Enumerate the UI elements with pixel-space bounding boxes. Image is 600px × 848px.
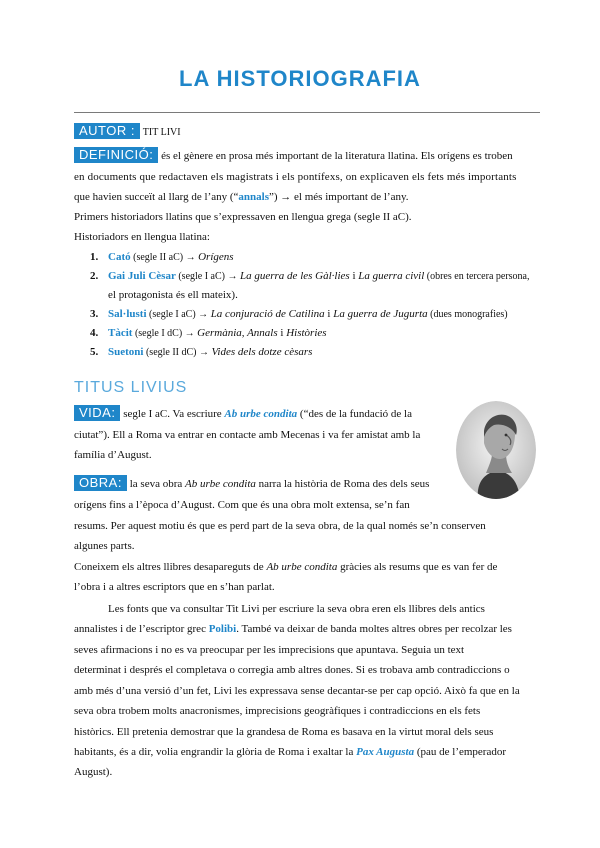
historian-work: La guerra de Jugurta [333,308,428,320]
list-item [90,267,548,286]
list-number: 4. [90,327,99,339]
list-number: 5. [90,346,99,358]
definicio-text-3b: ”) → el més important de l’any. [269,191,409,203]
obra-line4: algunes parts. [74,540,135,552]
definicio-text-3a: que havien succeït al llarg de l’any (“ [74,191,239,203]
polibi-term: Polibi [208,623,237,635]
historian-date: (segle I dC) → [132,328,198,339]
historian-conj: i [349,270,359,282]
historian-name: Tàcit [108,327,133,339]
list-number: 3. [90,308,99,320]
list-item-continuation: el protagonista és ell mateix). [108,289,238,301]
fonts-line8 [74,742,544,762]
vida-work: Ab urbe condita [224,408,298,420]
historian-name: Suetoni [108,346,144,358]
list-item [90,248,234,267]
list-item [90,305,548,324]
historian-name: Sal·lusti [108,308,147,320]
obra-line6: l’obra i a altres escriptors que en s’han parlat. [74,581,275,593]
obra-text-a: la seva obra [126,478,185,490]
historian-conj: i [277,327,287,339]
obra-line2: orígens fins a l’època d’August. Com que és una obra molt extensa, se’n fan [74,499,410,511]
autor-value: TIT LIVI [142,127,181,138]
fonts-line9: August). [74,766,113,778]
annals-term: annals [238,191,269,203]
titus-livius-portrait [456,401,536,499]
fonts-line7: històrics. Ell pretenia demostrar que la grandesa de Roma es basava en la virtut moral dels seus [74,726,494,738]
obra-tag: OBRA: [74,475,127,491]
historian-work: La guerra civil [358,270,425,282]
autor-line [74,122,181,143]
vida-text-b: (“des de la fundació de la [297,408,412,420]
pax-augusta-term: Pax Augusta [356,746,415,758]
obra-line1 [74,474,454,494]
title-divider [74,112,540,113]
obra-work: Ab urbe condita [185,478,256,490]
list-number: 2. [90,270,99,282]
historian-date: (segle I aC) → [146,309,211,320]
definicio-line5: Historiadors en llengua llatina: [74,231,210,243]
obra-text-5b: gràcies als resums que es van fer de [337,561,498,573]
historian-work: Històries [286,327,327,339]
list-item [90,343,313,362]
autor-tag: AUTOR : [74,123,140,139]
historian-date: (segle II dC) → [143,347,212,358]
vida-line3: família d’August. [74,449,152,461]
obra-line5 [74,557,544,577]
historian-extra: (obres en tercera persona, [424,271,530,282]
definicio-line4: Primers historiadors llatins que s’expressaven en llengua grega (segle II aC). [74,211,412,223]
historian-date: (segle II aC) → [130,252,199,263]
historian-work: Orígens [198,251,234,263]
historian-name: Gai Juli Cèsar [108,270,176,282]
vida-text-a: segle I aC. Va escriure [120,408,225,420]
fonts-line2 [74,619,544,639]
list-item [90,324,327,343]
definicio-line2: en documents que redactaven els magistrats i els pontífexs, on explicaven els fets més importants [74,171,517,183]
historian-conj: i [324,308,334,320]
obra-text-5a: Coneixem els altres llibres desapareguts de [74,561,267,573]
fonts-text-8a: habitants, és a dir, volia engrandir la glòria de Roma i exaltar la [74,746,357,758]
vida-line1 [74,404,450,424]
definicio-line3 [74,187,409,207]
obra-line3: resums. Per aquest motiu és que es perd part de la seva obra, de la qual només se’n conserven [74,520,486,532]
vida-tag: VIDA: [74,405,120,421]
definicio-text-1: és el gènere en prosa més important de la literatura llatina. Els orígens es troben [161,150,513,162]
fonts-line6: seva obra trobem molts anacronismes, imprecisions geogràfiques i contradiccions en els fets [74,705,481,717]
historian-work: La conjuració de Catilina [210,308,325,320]
obra-work-2: Ab urbe condita [266,561,338,573]
fonts-text-2a: annalistes i de l’escriptor grec [74,623,209,635]
fonts-text-8b: (pau de l’emperador [414,746,507,758]
fonts-line1: Les fonts que va consultar Tit Livi per escriure la seva obra eren els llibres dels antics [108,603,485,615]
definicio-line1 [74,146,544,166]
section-heading: TITUS LIVIUS [74,379,188,396]
fonts-line3: seves afirmacions i no es va preocupar per les imprecisions que apuntava. Seguia un text [74,644,465,656]
obra-text-b: narra la història de Roma des dels seus [255,478,430,490]
page-title: LA HISTORIOGRAFIA [179,66,421,91]
definicio-tag: DEFINICIÓ: [74,147,158,163]
historian-name: Cató [108,251,131,263]
historian-date: (segle I aC) → [175,271,240,282]
fonts-line5: amb més d’una versió d’un fet, Livi les expressava sense decantar-se per cap opció. Això fa que en la [74,685,520,697]
historian-work: Germània, Annals [197,327,278,339]
historian-work: La guerra de les Gàl·lies [240,270,350,282]
fonts-line4: determinat i després el completava o corregia amb altres dones. Si es trobava amb contradiccions o [74,664,510,676]
historian-work: Vides dels dotze cèsars [211,346,313,358]
historian-extra: (dues monografies) [427,309,508,320]
fonts-text-2b: . També va deixar de banda moltes altres obres per recolzar les [236,623,512,635]
vida-line2: ciutat”). Ell a Roma va entrar en contacte amb Mecenas i va fer amistat amb la [74,429,421,441]
list-number: 1. [90,251,99,263]
